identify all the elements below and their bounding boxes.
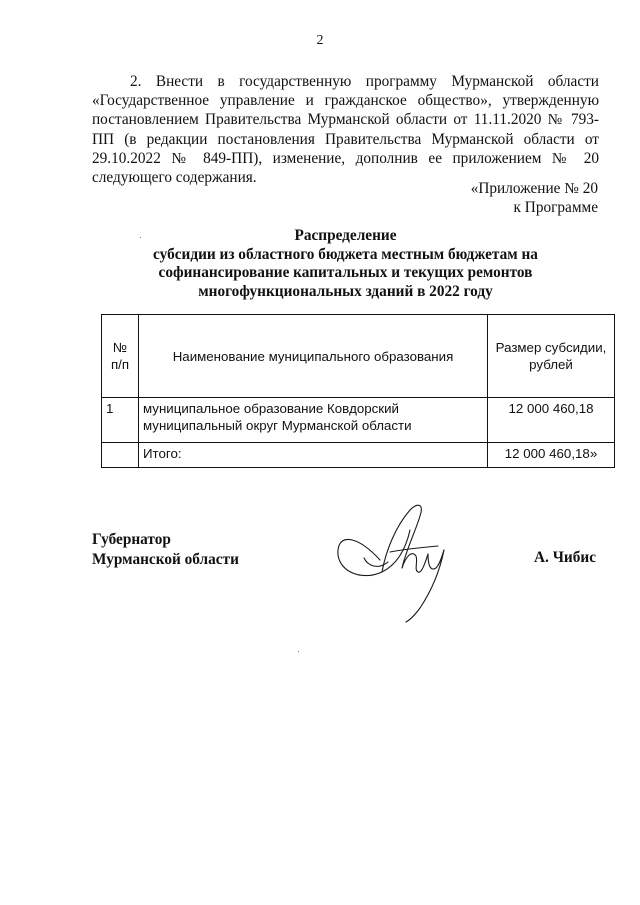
title-line-1: Распределение [294,227,397,244]
table-header-row [102,315,615,398]
header-number: № п/п [102,315,139,398]
page-number: 2 [316,33,324,48]
title-line-4: многофункциональных зданий в 2022 году [198,282,493,300]
title-line-2: субсидии из областного бюджета местным бюджетам на [153,245,538,263]
total-row [102,443,615,468]
amendment-paragraph: 2. Внести в государственную программу Мурманской области «Государственное управление и гражданское общество», утвержденную постановлением Правительства Мурманской области от 11.11.2020 № 793-ПП (в редакции постановления Правительства Мурманской области от 29.10.2022 № 849-ПП), изменение, дополнив ее приложением № 20 следующего содержания. [92,73,599,187]
row-municipality: муниципальное образование Ковдорский муниципальный округ Мурманской области [139,398,488,443]
table-row [102,398,615,443]
row-amount: 12 000 460,18 [488,398,615,443]
row-number: 1 [102,398,139,443]
appendix-line-2: к Программе [513,199,598,217]
header-municipality: Наименование муниципального образования [139,315,488,398]
position-line-2: Мурманской области [92,551,239,568]
header-amount: Размер субсидии, рублей [488,315,615,398]
total-number-cell [102,443,139,468]
appendix-line-1: «Приложение № 20 [470,180,598,197]
signatory-position [92,530,239,570]
signatory-name: А. Чибис [534,549,596,566]
document-title [92,227,599,301]
title-line-3: софинансирование капитальных и текущих ремонтов [158,264,533,282]
appendix-reference [471,179,598,217]
scan-speck [140,237,141,238]
total-amount: 12 000 460,18» [488,443,615,468]
total-label: Итого: [139,443,488,468]
handwritten-signature [320,490,460,625]
subsidy-table [101,314,615,468]
position-line-1: Губернатор [92,531,171,548]
scan-speck [298,651,299,652]
